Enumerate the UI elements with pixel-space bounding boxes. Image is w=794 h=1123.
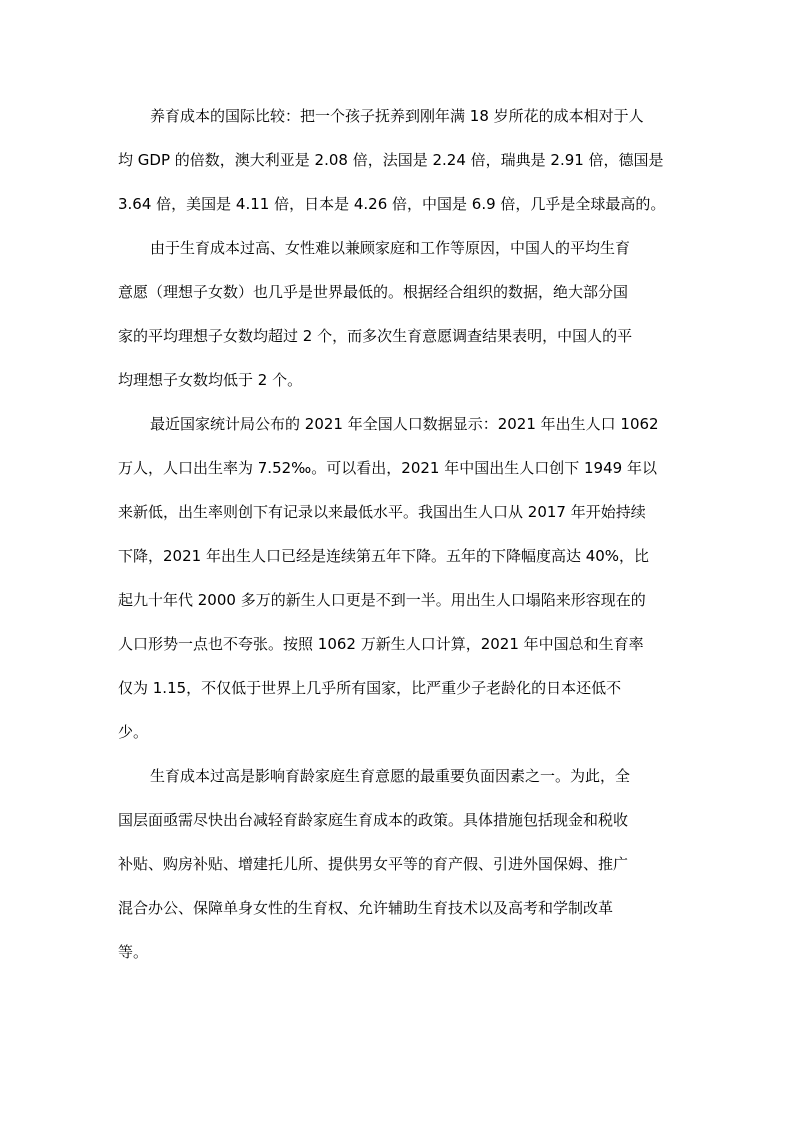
paragraph-3-line-5: 起九十年代 2000 多万的新生人口更是不到一半。用出生人口塌陷来形容现在的 <box>118 591 646 609</box>
paragraph-4-line-1: 生育成本过高是影响育龄家庭生育意愿的最重要负面因素之一。为此，全 <box>150 767 631 785</box>
paragraph-4-line-4: 混合办公、保障单身女性的生育权、允许辅助生育技术以及高考和学制改革 <box>118 899 614 917</box>
paragraph-4-line-2: 国层面亟需尽快出台减轻育龄家庭生育成本的政策。具体措施包括现金和税收 <box>118 811 629 829</box>
paragraph-3-line-1: 最近国家统计局公布的 2021 年全国人口数据显示：2021 年出生人口 1062 <box>150 415 659 433</box>
paragraph-3-line-8: 少。 <box>118 723 149 741</box>
paragraph-4-line-3: 补贴、购房补贴、增建托儿所、提供男女平等的育产假、引进外国保姆、推广 <box>118 855 629 873</box>
paragraph-2-line-1: 由于生育成本过高、女性难以兼顾家庭和工作等原因，中国人的平均生育 <box>150 239 631 257</box>
paragraph-1-line-1: 养育成本的国际比较：把一个孩子抚养到刚年满 18 岁所花的成本相对于人 <box>150 107 644 125</box>
paragraph-3-line-7: 仅为 1.15，不仅低于世界上几乎所有国家，比严重少子老龄化的日本还低不 <box>118 679 622 697</box>
paragraph-1-line-3: 3.64 倍，美国是 4.11 倍，日本是 4.26 倍，中国是 6.9 倍，几乎是全球最高的。 <box>118 195 666 213</box>
paragraph-2-line-3: 家的平均理想子女数均超过 2 个，而多次生育意愿调查结果表明，中国人的平 <box>118 327 633 345</box>
paragraph-3-line-2: 万人，人口出生率为 7.52‰。可以看出，2021 年中国出生人口创下 1949 年以 <box>118 459 657 477</box>
paragraph-4-line-5: 等。 <box>118 943 149 961</box>
paragraph-2-line-2: 意愿（理想子女数）也几乎是世界最低的。根据经合组织的数据，绝大部分国 <box>118 283 629 301</box>
paragraph-2-line-4: 均理想子女数均低于 2 个。 <box>118 371 303 389</box>
paragraph-3-line-3: 来新低，出生率则创下有记录以来最低水平。我国出生人口从 2017 年开始持续 <box>118 503 646 521</box>
paragraph-3-line-4: 下降，2021 年出生人口已经是连续第五年下降。五年的下降幅度高达 40%，比 <box>118 547 650 565</box>
paragraph-1-line-2: 均 GDP 的倍数，澳大利亚是 2.08 倍，法国是 2.24 倍，瑞典是 2.91 倍，德国是 <box>118 151 664 169</box>
paragraph-3-line-6: 人口形势一点也不夸张。按照 1062 万新生人口计算，2021 年中国总和生育率 <box>118 635 644 653</box>
